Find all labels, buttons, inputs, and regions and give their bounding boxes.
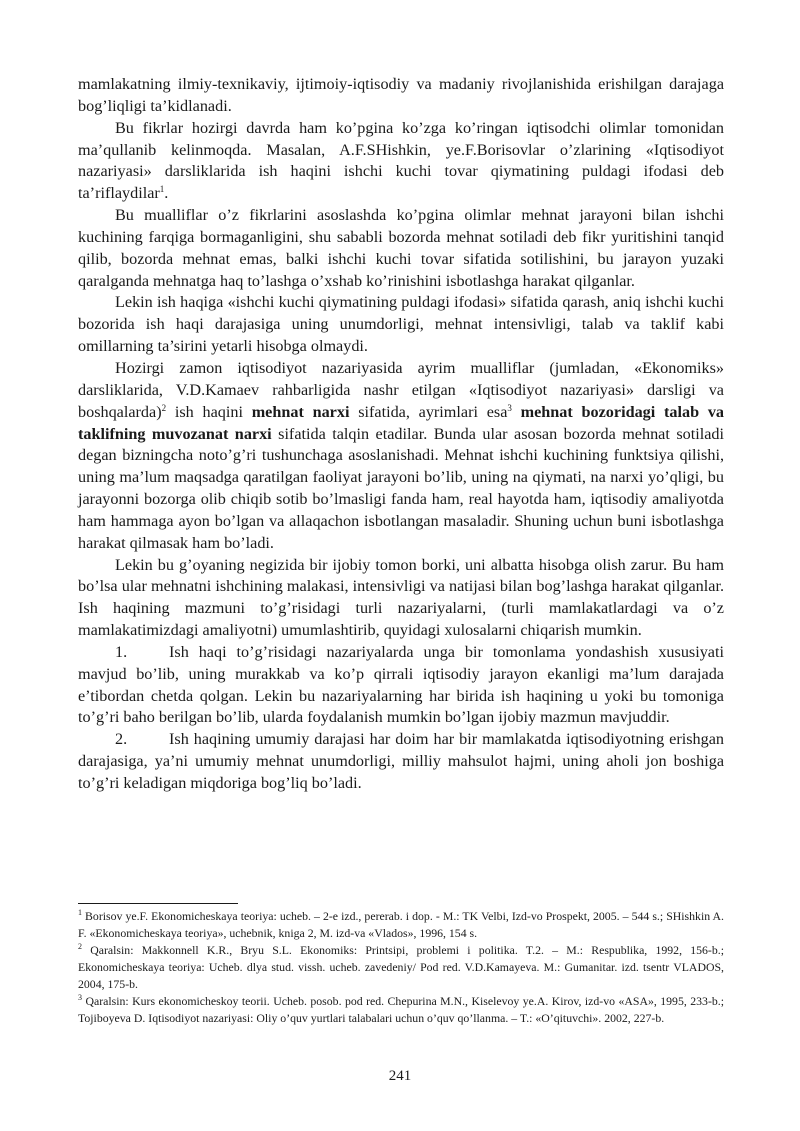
paragraph-2 — [78, 118, 724, 205]
footnote-3-marker: 3 — [78, 993, 82, 1002]
paragraph-6: Lekin bu g’oyaning negizida bir ijobiy tomon borki, uni albatta hisobga olish zarur. Bu ham bo’lsa ular mehnatni ishchining malakasi, intensivligi va natijasi bilan bog’lashga harakat qilganlar. Ish haqining mazmuni to’g’risidagi turli nazariyalarni, (turli mamlakatlardagi va o’z mamlakatimizdagi amaliyotni) umumlashtirib, quyidagi xulosalarni chiqarish mumkin. — [78, 555, 724, 640]
footnote-1 — [78, 908, 724, 942]
paragraph-4: Lekin ish haqiga «ishchi kuchi qiymatining puldagi ifodasi» sifatida qarash, aniq ishchi kuchi bozorida ish haqi darajasiga uning unumdorligi, mehnat intensivligi, talab va taklif kabi omillarning ta’sirini yetarli hisobga olmaydi. — [78, 293, 724, 356]
footnote-ref-2[interactable]: 2 — [161, 402, 167, 413]
list-item-1-text: Ish haqi to’g’risidagi nazariyalarda unga bir tomonlama yondashish xususiyati mavjud bo’lib, uning murakkab va ko’p qirrali iqtisodiy jarayon ekanligi ma’lum darajada e’tibordan chetda qolgan. Lekin bu nazariyalarning har birida ish haqining u yoki bu tomoniga to’g’ri baho berilgan bo’lib, ularda foydalanish mumkin bo’lgan ijobiy mazmun mavjuddir. — [78, 642, 724, 727]
footnote-1-text: Borisov ye.F. Ekonomicheskaya teoriya: ucheb. – 2-e izd., pererab. i dop. - M.: TK Velbi, Izd-vo Prospekt, 2005. – 544 s.; SHishkin A. F. «Ekonomicheskaya teoriya», uchebnik, kniga 2, M. izd-va «Vlados», 1996, 154 s. — [78, 909, 724, 940]
main-text — [78, 74, 724, 795]
paragraph-2-end: . — [164, 184, 169, 203]
footnote-3-text: Qaralsin: Kurs ekonomicheskoy teorii. Ucheb. posob. pod red. Chepurina M.N., Kiselevoy ye.A. Kirov, izd-vo «ASA», 1995, 233-b.; Tojiboyeva D. Iqtisodiyot nazariyasi: Oliy o’quv yurtlari talabalari uchun o’quv qo’llanma. – T.: «O’qituvchi». 2002, 227-b. — [78, 994, 724, 1025]
list-item-1 — [78, 642, 724, 729]
list-item-2-text: Ish haqining umumiy darajasi har doim har bir mamlakatda iqtisodiyotning erishgan darajasiga, ya’ni umumiy mehnat unumdorligi, milliy mahsulot hajmi, uning aholi jon boshiga to’g’ri keladigan miqdoriga bog’liq bo’ladi. — [78, 730, 724, 792]
footnotes — [78, 908, 724, 1027]
footnote-2-marker: 2 — [78, 942, 82, 951]
list-item-1-number: 1. — [115, 642, 128, 661]
footnote-divider — [78, 903, 238, 904]
paragraph-5-text-b: ish haqini — [166, 402, 252, 421]
term-mehnat-narxi: mehnat narxi — [251, 402, 350, 421]
paragraph-5-text-c: sifatida, ayrimlari esa — [349, 402, 508, 421]
list-item-2-number: 2. — [115, 730, 128, 749]
paragraph-5-text-d: sifatida talqin etadilar. Bunda ular asosan bozorda mehnat sotiladi degan bizningcha noto’g’ri tushunchaga asoslanishadi. Mehnat ishchi kuchining funktsiya qilishi, uning ma’lum maqsadga qaratilgan faoliyat jarayoni bo’lib, uning na qiymati, na narxi yo’qligi, bu jarayonni bozorga olib chiqib sotib bo’lmasligi fanda ham, real hayotda ham, iqtisodiy amaliyotda ham hammaga ayon bo’lgan va allaqachon isbotlangan masaladir. Shuning uchun buni isbotlashga harakat qilmasak ham bo’ladi. — [78, 424, 724, 552]
footnote-2-text: Qaralsin: Makkonnell K.R., Bryu S.L. Ekonomiks: Printsipi, problemi i politika. T.2. – M.: Respublika, 1992, 156-b.; Ekonomicheskaya teoriya: Ucheb. dlya stud. vissh. ucheb. zavedeniy/ Pod red. V.D.Kamayeva. M.: Gumanitar. izd. tsentr VLADOS, 2004, 175-b. — [78, 943, 724, 991]
list-item-2 — [78, 729, 724, 795]
paragraph-2-text: Bu fikrlar hozirgi davrda ham ko’pgina ko’zga ko’ringan iqtisodchi olimlar tomonidan ma’qullanib kelinmoqda. Masalan, A.F.SHishkin, ye.F.Borisovlar o’zlarining «Iqtisodiyot nazariyasi» darsliklarida ish haqini ishchi kuchi tovar qiymatining puldagi ifodasi deb ta’riflaydilar — [78, 118, 724, 203]
page-number: 241 — [388, 1068, 412, 1084]
paragraph-5 — [78, 358, 724, 555]
footnote-3 — [78, 993, 724, 1027]
paragraph-5-text-a: Hozirgi zamon iqtisodiyot nazariyasida ayrim mualliflar (jumladan, «Ekonomiks» darsliklarida, V.D.Kamaev rahbarligida nashr etilgan «Iqtisodiyot nazariyasi» darsligi va boshqalarda) — [78, 358, 724, 421]
paragraph-3: Bu mualliflar o’z fikrlarini asoslashda ko’pgina olimlar mehnat jarayoni bilan ishchi kuchining farqiga bormaganligini, shu sababli bozorda mehnat sotiladi deb fikr yuritishini tanqid qilib, bozorda mehnat emas, balki ishchi kuchi tovar sifatida sotilishini, bu jarayon yuzaki qaralganda mehnatga haq to’lashga o’xshab ko’rinishini isbotlashga harakat qilganlar. — [78, 206, 724, 290]
footnote-ref-1[interactable]: 1 — [159, 184, 165, 195]
term-equilibrium-price: mehnat bozoridagi talab va taklifning muvozanat narxi — [78, 402, 725, 443]
footnote-ref-3[interactable]: 3 — [507, 402, 512, 413]
paragraph-1: mamlakatning ilmiy-texnikaviy, ijtimoiy-iqtisodiy va madaniy rivojlanishida erishilgan darajaga bog’liqligi ta’kidlanadi. — [78, 75, 724, 115]
footnote-2 — [78, 942, 724, 993]
footnote-1-marker: 1 — [78, 908, 82, 917]
